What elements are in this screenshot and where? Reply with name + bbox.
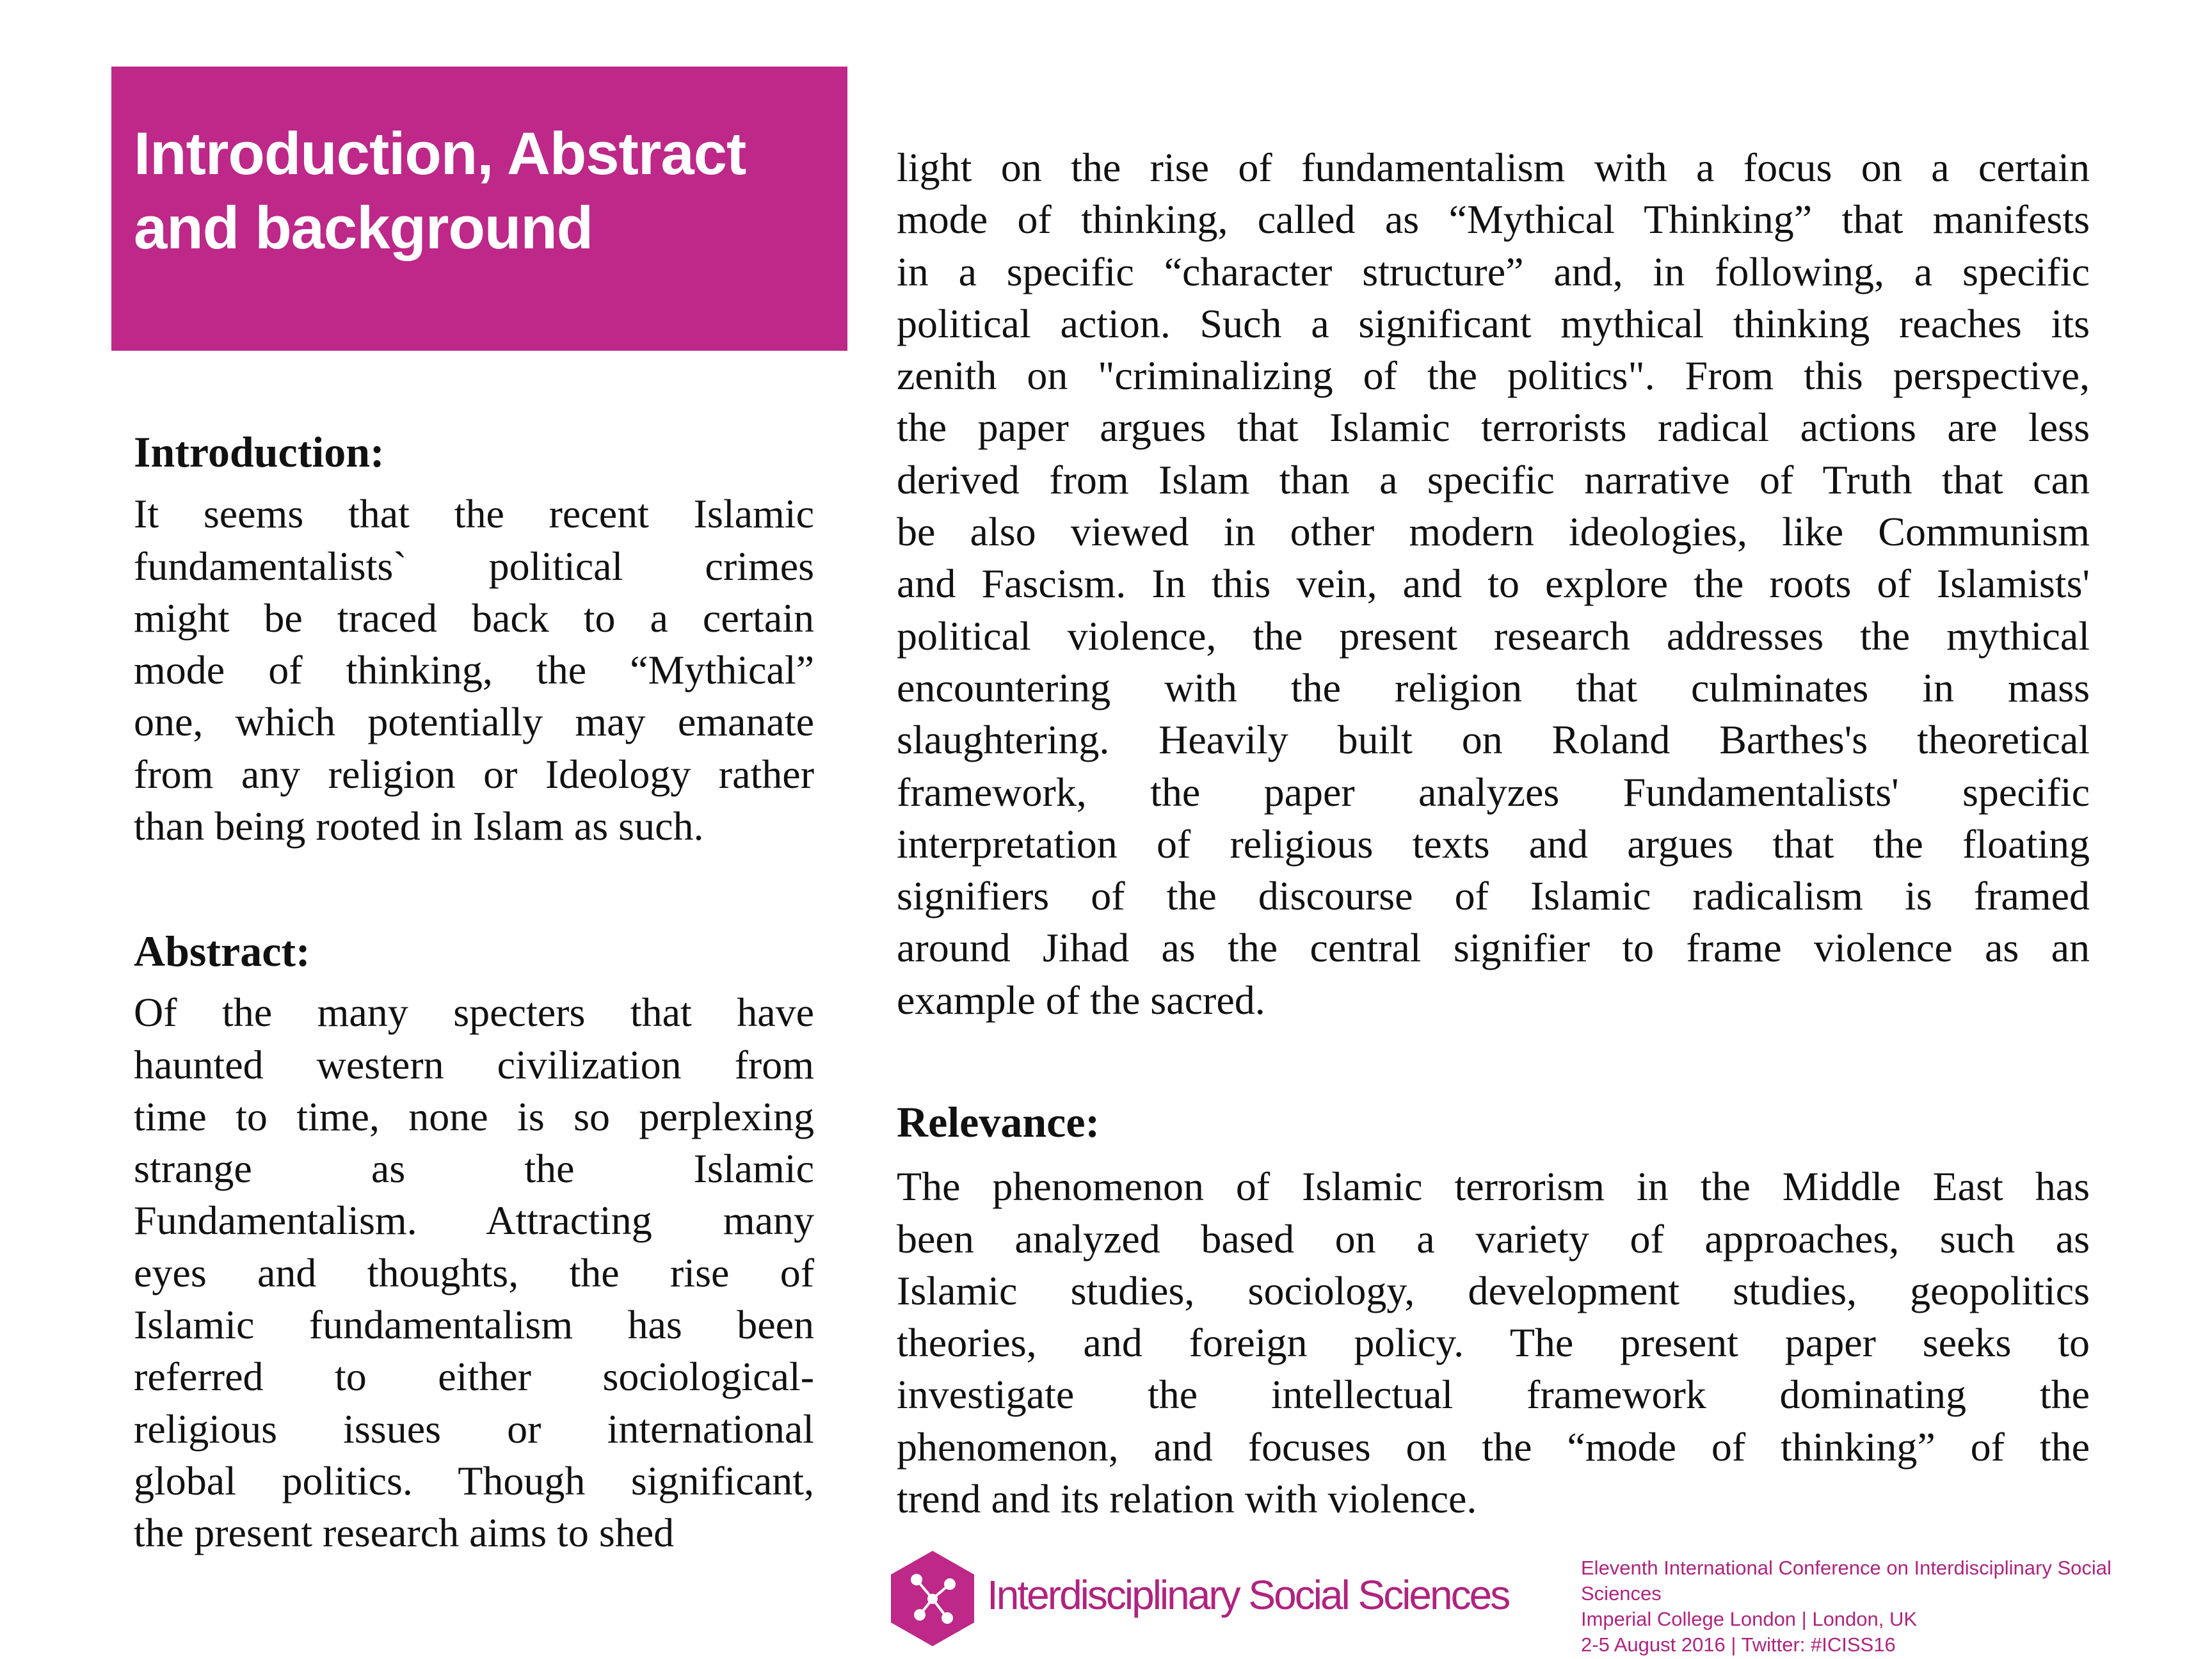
abstract-body-left xyxy=(134,986,814,1559)
text-line: Islamic studies, sociology, development studies, geopolitics xyxy=(897,1267,2090,1313)
introduction-body xyxy=(134,488,814,852)
network-hexagon-icon xyxy=(891,1551,974,1646)
text-line: It seems that the recent Islamic xyxy=(134,491,814,537)
text-line: mode of thinking, the “Mythical” xyxy=(134,647,814,693)
text-line: Islamic fundamentalism has been xyxy=(134,1302,814,1348)
text-line: and Fascism. In this vein, and to explore the roots of Islamists' xyxy=(897,561,2090,607)
text-line: in a specific “character structure” and, in following, a specific xyxy=(897,248,2090,294)
text-line: slaughtering. Heavily built on Roland Barthes's theoretical xyxy=(897,717,2090,763)
text-line: one, which potentially may emanate xyxy=(134,699,814,745)
conference-line: Sciences xyxy=(1581,1582,1662,1605)
relevance-section xyxy=(897,1096,2090,1525)
text-line: might be traced back to a certain xyxy=(134,595,814,641)
text-line: the paper argues that Islamic terrorists radical actions are less xyxy=(897,405,2090,451)
text-line: political action. Such a significant mythical thinking reaches its xyxy=(897,300,2090,346)
section-title-banner xyxy=(111,67,847,351)
conference-line: Imperial College London | London, UK xyxy=(1581,1608,1918,1630)
text-line: around Jihad as the central signifier to frame violence as an xyxy=(897,925,2090,971)
conference-line: Eleventh International Conference on Interdisciplinary Social xyxy=(1581,1557,2112,1579)
text-line: haunted western civilization from xyxy=(134,1041,814,1087)
text-line: mode of thinking, called as “Mythical Thinking” that manifests xyxy=(897,196,2090,243)
text-line: been analyzed based on a variety of approaches, such as xyxy=(897,1215,2090,1262)
text-line: strange as the Islamic xyxy=(134,1146,814,1192)
text-line: light on the rise of fundamentalism with a focus on a certain xyxy=(897,145,2090,190)
text-line: from any religion or Ideology rather xyxy=(134,751,814,797)
text-line: fundamentalists` political crimes xyxy=(134,543,814,589)
title-line: and background xyxy=(134,194,593,261)
relevance-heading: Relevance: xyxy=(897,1098,1100,1146)
relevance-body xyxy=(897,1160,2090,1525)
text-line: theories, and foreign policy. The present paper seeks to xyxy=(897,1320,2090,1366)
abstract-body-right xyxy=(897,141,2090,1026)
text-line: be also viewed in other modern ideologies, like Communism xyxy=(897,509,2090,555)
title-line: Introduction, Abstract xyxy=(134,120,746,187)
text-line: trend and its relation with violence. xyxy=(897,1476,1477,1522)
text-line: global politics. Though significant, xyxy=(134,1457,814,1503)
text-line: eyes and thoughts, the rise of xyxy=(134,1249,814,1295)
text-line: example of the sacred. xyxy=(897,977,1265,1023)
brand-name: Interdisciplinary Social Sciences xyxy=(987,1572,1509,1618)
introduction-section xyxy=(134,426,814,852)
text-line: encountering with the religion that culminates in mass xyxy=(897,664,2090,710)
text-line: signifiers of the discourse of Islamic radicalism is framed xyxy=(897,873,2090,919)
text-line: political violence, the present research addresses the mythical xyxy=(897,613,2090,659)
abstract-section xyxy=(134,926,814,1559)
introduction-heading: Introduction: xyxy=(134,428,385,476)
text-line: investigate the intellectual framework dominating the xyxy=(897,1372,2090,1418)
text-line: than being rooted in Islam as such. xyxy=(134,803,704,849)
text-line: referred to either sociological- xyxy=(134,1354,814,1400)
text-line: framework, the paper analyzes Fundamentalists' specific xyxy=(897,769,2090,815)
section-title xyxy=(134,116,838,265)
abstract-heading: Abstract: xyxy=(134,927,310,975)
text-line: The phenomenon of Islamic terrorism in the Middle East has xyxy=(897,1164,2090,1210)
text-line: Fundamentalism. Attracting many xyxy=(134,1198,814,1244)
text-line: phenomenon, and focuses on the “mode of thinking” of the xyxy=(897,1423,2090,1470)
text-line: religious issues or international xyxy=(134,1406,814,1452)
abstract-continued xyxy=(897,141,2090,1026)
text-line: the present research aims to shed xyxy=(134,1510,675,1556)
conference-line: 2-5 August 2016 | Twitter: #ICISS16 xyxy=(1581,1633,1896,1656)
text-line: time to time, none is so perplexing xyxy=(134,1093,814,1139)
text-line: Of the many specters that have xyxy=(134,990,814,1036)
text-line: derived from Islam than a specific narrative of Truth that can xyxy=(897,456,2090,502)
text-line: zenith on "criminalizing of the politics". From this perspective, xyxy=(897,353,2090,399)
text-line: interpretation of religious texts and argues that the floating xyxy=(897,821,2090,867)
conference-info xyxy=(1581,1555,2170,1658)
